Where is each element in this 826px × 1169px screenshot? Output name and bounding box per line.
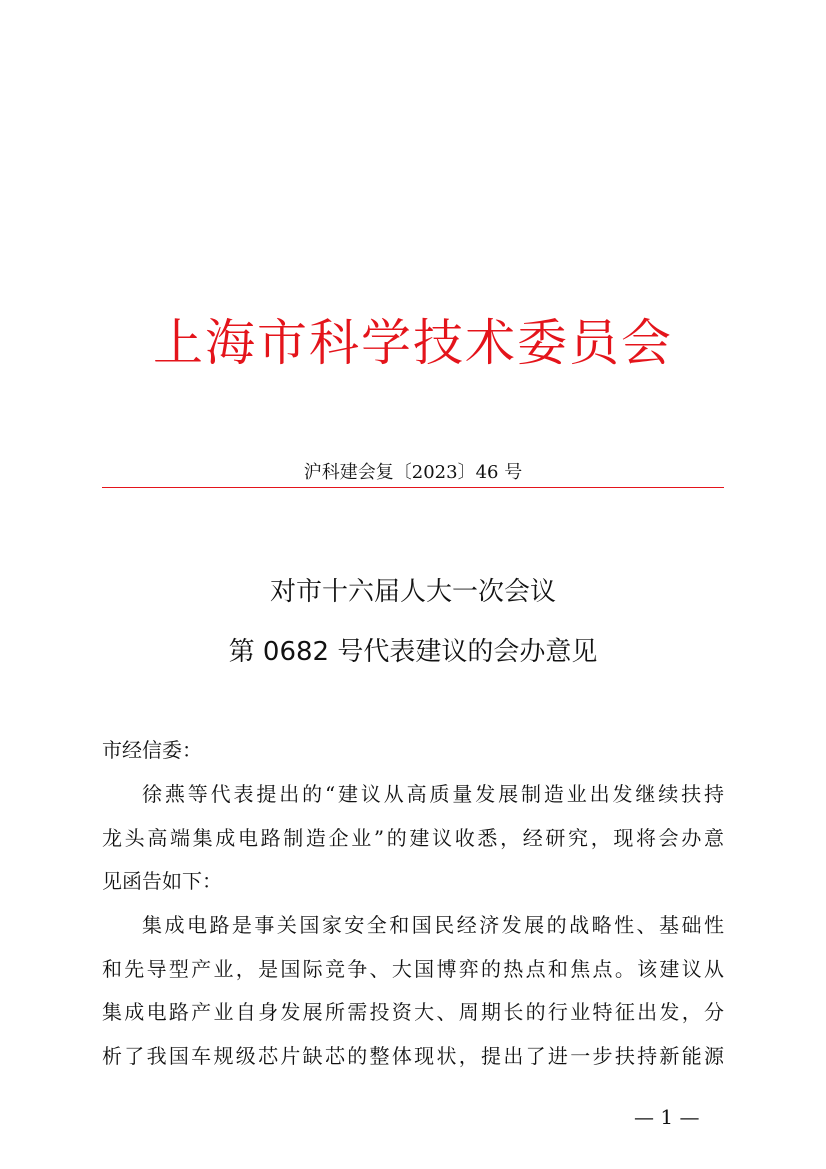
paragraph-2-line: 和先导型产业，是国际竞争、大国博弈的热点和焦点。该建议从 [102,957,724,981]
paragraph-2-line: 集成电路是事关国家安全和国民经济发展的战略性、基础性 [142,913,724,937]
page-number: — 1 — [634,1105,700,1129]
document-title-line-2: 第 0682 号代表建议的会办意见 [228,637,598,667]
document-title-line-1: 对市十六届人大一次会议 [269,577,556,607]
paragraph-1-line: 徐燕等代表提出的“建议从高质量发展制造业出发继续扶持 [142,782,724,806]
paragraph-2-line: 集成电路产业自身发展所需投资大、周期长的行业特征出发，分 [102,1000,724,1024]
paragraph-1-line: 龙头高端集成电路制造企业”的建议收悉，经研究，现将会办意 [102,826,724,850]
paragraph-2-line: 析了我国车规级芯片缺芯的整体现状，提出了进一步扶持新能源 [102,1044,724,1068]
issuing-organization-name: 上海市科学技术委员会 [153,314,673,372]
paragraph-1-line: 见函告如下： [102,869,222,893]
document-number: 沪科建会复〔2023〕46 号 [303,462,523,483]
red-divider-line [102,487,724,488]
salutation: 市经信委： [102,738,202,762]
